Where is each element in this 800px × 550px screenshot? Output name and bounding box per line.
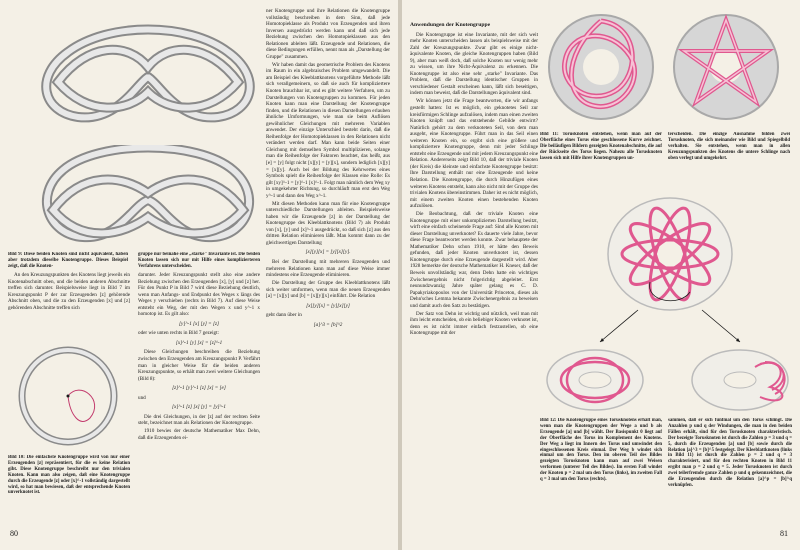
- page-number-right: 81: [780, 529, 788, 538]
- figure-10-trivial-knot: [10, 340, 128, 452]
- figure-9-knot-bottom: [28, 145, 268, 250]
- formula-6: [x][y][x] = [y][x][y]: [306, 302, 350, 309]
- paragraph: Die Knotengruppe ist eine Invariante, mit der sich weit mehr Knoten unterscheiden lassen als beispielsweise mit der Zahl der Kreuzungspunkte. Zwar gibt es einige nicht-äquivalente Knoten, die gleiche Knotengruppen haben (Bild 9), aber man weiß doch, daß solche Knoten nur wenig mehr zu wissen, um ihre Nicht-Äquivalenz zu erkennen. Die Knotengruppe ist also eine sehr „starke" Invariante. Das Problem, daß die Darstellung identischer Gruppen in verschiedener Gestalt erscheinen kann, läßt sich beseitigen, indem man beweist, daß die Darstellungen äquivalent sind.: [410, 31, 538, 97]
- left-column-3-text: [266, 8, 390, 486]
- paragraph: An den Kreuzungspunkten des Knotens liegt jeweils ein Knotenabschnitt oben, und die beiden anderen Abschnitte treffen sich darunter. Beispielsweise liegt in Bild 7 im Kreuzungspunkt P der zur Erzeugenden [z] gehörende Abschnitt oben, und die zu den Erzeugenden [x] und [z] gehörenden Abschnitte treffen sich: [8, 272, 130, 311]
- formula-3: [z]^-1 [y]^-1 [z] [x] = [e]: [172, 385, 226, 392]
- right-column-1-text: [410, 22, 538, 522]
- caption-figure-11: Bild 11: Torusknoten entstehen, wenn man auf der Oberfläche eines Torus eine geschlossene Kurve zeichnet. Die beiläufigen Bildern gezeigten Knotenabschnitte, die auf der Rückseite des Torus liegen. Nahezu alle Torusknoten lassen sich mit Hilfe ihrer Knotengruppen un-: [540, 132, 662, 161]
- caption-figure-12-cont: sammen, daß er sich fünfmal um den Torus schlingt. Die Anzahlen p und q der Windungen, die man in den beiden Fällen erhält, sind für den Torusknoten charakteristisch. Der bezeigte Torusknoten ist durch die Zahlen p = 3 und q = 5, durch die Erzeugenden [a] und [b] sowie durch die Relation [a]^3 = [b]^5 festgelegt. Der Kleeblattknoten (links in Bild 11) ist durch die Zahlen p = 2 und q = 3 charakterisiert, und für den rechten Knoten in Bild 11 ergibt man p = 2 und q = 5. Jeder Torusknoten ist durch zwei teilerfremde ganze Zahlen p und q gekennzeichnet, die die Erzeugenden durch die Relation [a]^p = [b]^q verknüpfen.: [668, 418, 792, 488]
- paragraph: Mit diesen Methoden kann man für eine Knotengruppe unterschiedliche Darstellungen ableiten. Beispielsweise haben wir die Erzeugende [z] in der Darstellung der Knotengruppe des Kleeblattknotens (Bild 7) als Produkt von [x], [y] und [x]^-1 ausgedrückt, so daß sich [z] aus den dritten Relation eliminieren läßt. Man kommt dann zu der gleichwertigen Darstellung: [266, 200, 390, 246]
- section-heading: Anwendungen der Knotengruppe: [410, 22, 491, 28]
- formula-2: [x]^-1 [y] [x] = [z]^-1: [175, 339, 223, 346]
- caption-figure-12: Bild 12: Die Knotengruppe eines Torusknotens erhält man, wenn man die Knotengruppen der Wege a und b als Erzeugende [a] und [b] wählt. Der Basispunkt 0 liegt auf der Oberfläche des Torus im Komplement des Knotens. Der Weg a liegt im Innern des Torus und umwindet den eingeschlossenen Kreis einmal. Der Weg b windet sich einmal um den Torus. Den im oberen Teil des Bildes gezeigten Torusknoten kann man auf zwei Weisen verformen (unterer Teil des Bildes). Im ersten Fall windet der Knoten p = 2 mal um den Torus (links), im zweiten Fall q = 3 mal um den Torus (rechts).: [540, 418, 662, 483]
- figure-12-torus-knot-paths: [540, 192, 794, 416]
- paragraph: oder wie unten rechts in Bild 7 gezeigt:: [138, 330, 219, 337]
- caption-figure-10: Bild 10: Die einfachste Knotengruppe wird von nur einer Erzeugenden [z] repräsentiert, für die es keine Relation gibt. Diese Knotengruppe beschreibt nur den trivialen Knoten. Kann man also zeigen, daß eine Knotengruppe durch die Erzeugende [z] oder [x]^-1 vollständig dargestellt wird, so hat man bewiesen, daß der entsprechende Knoten unverknotet ist.: [8, 455, 130, 496]
- figure-9-knot-top: [28, 22, 268, 132]
- paragraph: Die drei Gleichungen, in der [z] auf der rechten Seite steht, bezeichnet man als Relationen der Knotengruppe.: [138, 413, 260, 427]
- left-page: [0, 0, 398, 550]
- paragraph: Diese Gleichungen beschreiben die Beziehung zwischen den Erzeugenden am Kreuzungspunkt P. Verfährt man in gleicher Weise für die beiden anderen Kreuzungspunkte, so erhält man zwei weitere Gleichungen (Bild 8):: [138, 349, 260, 382]
- caption-figure-9-cont: gruppe nur beinahe eine „starke" Invariante ist. Die beiden Knoten lassen sich nur mit Hilfe eines komplizierteren Verfahrens unterscheiden.: [138, 252, 260, 269]
- figure-11-torus-knot-left: [540, 6, 662, 128]
- figure-11-torus-knot-right: [664, 6, 788, 128]
- left-column-2-text: [138, 272, 260, 472]
- page-number-left: 80: [10, 529, 18, 538]
- formula-7: [a]^3 = [b]^2: [313, 321, 343, 328]
- formula-and: und: [138, 394, 146, 401]
- caption-figure-9: Bild 9: Diese beiden Knoten sind nicht äquivalent, haben aber trotzdem dieselbe Knotengruppe. Dieses Beispiel zeigt, daß die Knoten-: [8, 252, 128, 269]
- paragraph: Die Darstellung der Gruppe des Kleeblattknotens läßt sich weiter umformen, wenn man die neuen Erzeugenden [a] = [x][y] und [b] = [x][y][x] einführt. Die Relation: [266, 280, 390, 300]
- paragraph: Wir haben damit das geometrische Problem des Knotens im Raum in ein algebraisches Problem umgewandelt. Die am Beispiel des Kleeblattknotens vorgeführte Methode läßt sich verallgemeinern, so daß sie auch für kompliziertere Knoten brauchbar ist, und es gibt weitere Verfahren, um zu Darstellungen von Knotengruppen zu kommen. Für jeden Knoten kann man eine Darstellung der Knotengruppe finden, und die Relationen in diesen Darstellungen erlauben ähnliche Umformungen, wie man sie beim Auflösen gewöhnlicher Gleichungen mit mehreren Variablen anwendet. Der einzige Unterschied besteht darin, daß die Reihenfolge der Homotopieklassen in den Relationen nicht verändert werden darf. Man kann beide Seiten einer Gleichung mit demselben Symbol multiplizieren, solange man die Reihenfolge der Faktoren beachtet, das heißt, aus [e] = [y] folgt nicht [x][y] = [y][x], sondern lediglich [x][y] = [x][y]. Auch bei der Bildung des Kehrwertes eines Symbols spielt die Reihenfolge der Klassen eine Rolle: Es gilt [xy]^-1 = [y]^-1 [x]^-1. Folgt man nämlich dem Weg xy in umgekehrter Richtung, so durchläuft man erst den Weg y^-1 und dann den Weg x^-1.: [266, 61, 390, 199]
- paragraph: 1910 bewies der deutsche Mathematiker Max Dehn, daß die Erzeugenden ei-: [138, 428, 260, 441]
- formula-1: [y]^-1 [x] [y] = [z]: [179, 320, 219, 327]
- paragraph: Die Beobachtung, daß der triviale Knoten eine Knotengruppe mit einer unkomplizierten Darstellung besitzt, wirft eine einfach scheinende Frage auf: Sind alle Knoten mit dieser Darstellung unverknotet? Es dauerte viele Jahre, bevor diese Frage beantwortet werden konnte. Zwar behauptete der Mathematiker Dehn schon 1910, er hätte den Beweis gefunden, daß jeder Knoten unverknotet ist, dessen Knotengruppe durch eine Erzeugende dargestellt wird. Aber 1928 bemerkte der deutsche Mathematiker H. Kneser, daß der Beweis unvollständig war, denn Dehn hatte ein wichtiges Zwischenergebnis nicht folgerichtig abgeleitet. Erst neunundzwanzig Jahre später gelang es C. D. Papakyriakopoulos von der Universität Princeton, dieses als Dehn'sches Lemma bekannte Zwischenergebnis zu beweisen und damit auch den Satz zu bestätigen.: [410, 211, 538, 309]
- paragraph: Bei der Darstellung mit mehreren Erzeugenden und mehreren Relationen kann man auf diese Weise immer mindestens eine Erzeugende eliminieren.: [266, 259, 390, 279]
- paragraph: ner Knotengruppe und ihre Relationen die Knotengruppe vollständig beschreiben in dem Sinn, daß jede Homotopieklasse als Produkt von Erzeugenden und ihren Inversen ausgedrückt werden kann und daß sich jede Beziehung zwischen den Homotopieklassen aus den Relationen ableiten läßt. Erzeugende und Relationen, die diese Bedingungen erfüllen, nennt man als „Darstellung der Gruppe" zusammen.: [266, 8, 390, 60]
- right-page: [402, 0, 800, 550]
- formula-5: [x][y][x] = [y][x][y].: [305, 249, 351, 256]
- paragraph: darunter. Jeder Kreuzungspunkt stellt also eine andere Beziehung zwischen den Erzeugenden [x], [y] und [z] her. Für den Punkt P in Bild 7 wird diese Beziehung deutlich, wenn man Anfangs- und Endpunkt des Weges x längs des Weges y verschieben (rechts in Bild 7). Auf diese Weise entsteht ein Weg, der mit den Wegen x und y^-1 x homotop ist. Es gilt also:: [138, 272, 260, 318]
- caption-figure-11-cont: terscheiden. Die einzige Ausnahme bilden zwei Torusknoten, die sich meinander wie Bild und Spiegelbild verhalten. Sie entstehen, wenn man in allen Kreuzungspunkten des Knotens die untere Schlinge nach oben verlegt und umgekehrt.: [668, 132, 790, 161]
- left-column-1-text: [8, 272, 130, 332]
- formula-4: [x]^-1 [z] [x] [y] = [y]^-1: [172, 404, 226, 411]
- paragraph: Der Satz von Dehn ist wichtig und nützlich, weil man mit ihm leicht entscheiden, ob ein beliebiger Knoten verknotet ist, denn es ist nicht immer einfach festzustellen, ob eine Knotengruppe mit der: [410, 310, 538, 337]
- paragraph: geht dann über in: [266, 312, 302, 319]
- paragraph: Wir können jetzt die Frage beantworten, die wir anfangs gestellt hatten: Ist es möglich, ein geknotetes Seil zur kreisförmigen Schlinge aufzulösen, indem man einen zweiten Knoten knüpft und das entstehende Gebilde entwirrt? Natürlich gehört zu dem verknoteten Seil, von dem man ausgeht, eine Knotengruppe. Führt man in das Seil einen weiteren Knoten ein, so ergibt sich eine größere und kompliziertere Knotengruppe, denn mit jeder Schlinge entsteht eine Erzeugende und mit jedem Kreuzungspunkt eine Relation. Andererseits zeigt Bild 10, daß der triviale Knoten (der Kreis) die kleinste und einfachste Knotengruppe besitzt: Ihre Darstellung enthält nur eine Erzeugende und keine Relation. Die Knotengruppe, die durch Hinzufügen eines weiteren Knotens entsteht, kann also nicht mit der Gruppe des trivialen Knotens übereinstimmen. Daher ist es nicht möglich, mit einem zweiten Knoten einen bestehenden Knoten aufzulösen.: [410, 98, 538, 210]
